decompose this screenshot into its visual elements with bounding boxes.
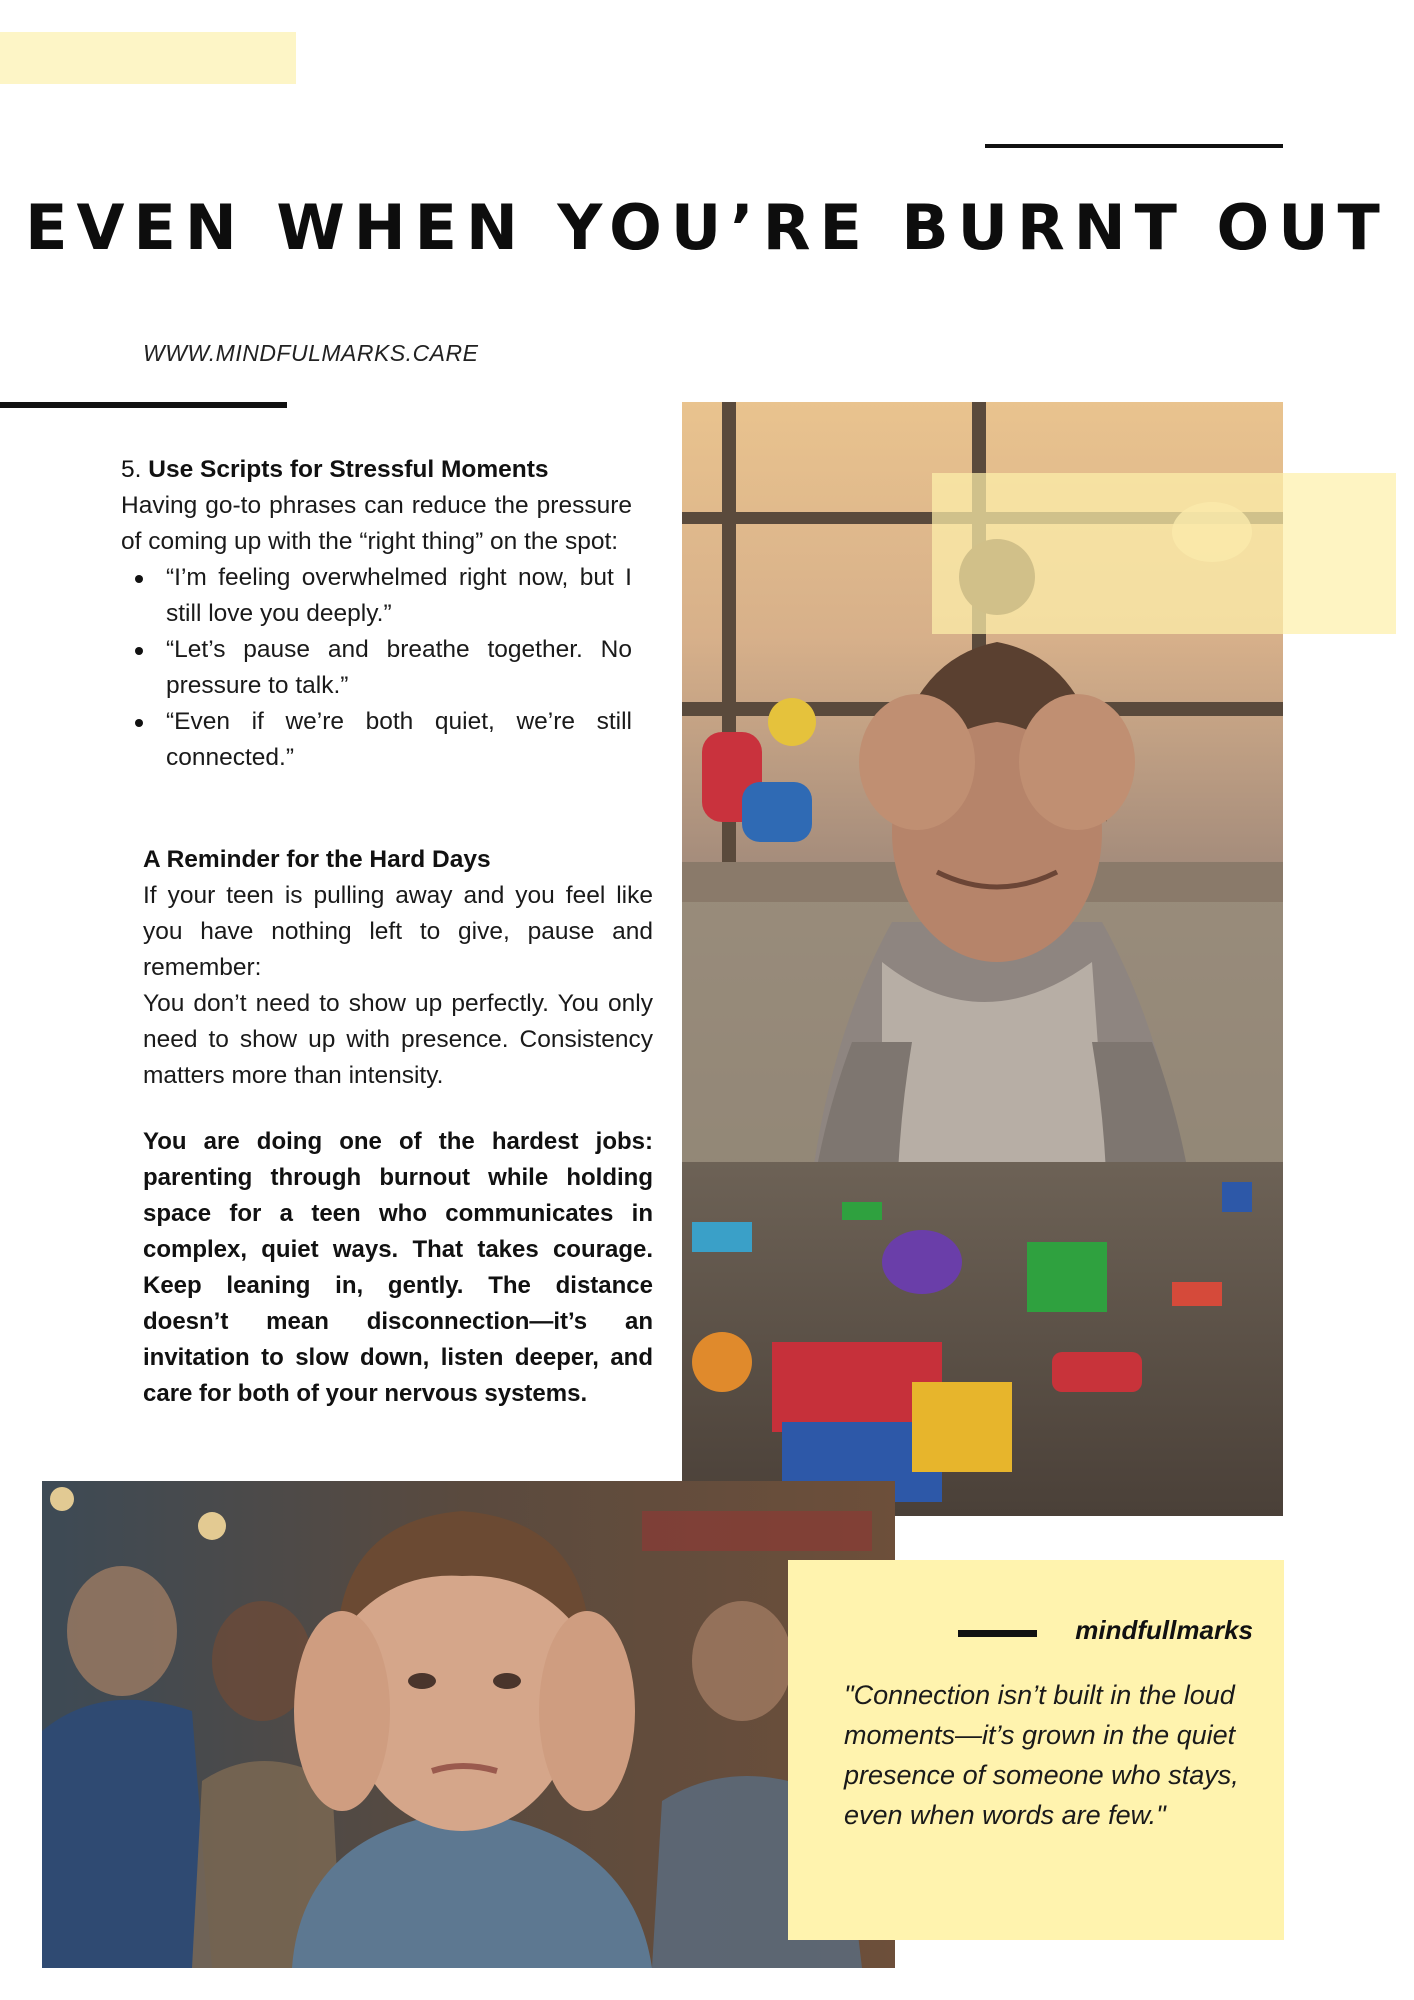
tip-title: Use Scripts for Stressful Moments [148,456,549,483]
tip-section [121,452,632,776]
website-url: WWW.MINDFULMARKS.CARE [143,340,479,366]
page-title: EVEN WHEN YOU’RE BURNT OUT [25,191,1389,264]
title-divider-rule [985,144,1283,148]
encouragement-paragraph: You are doing one of the hardest jobs: parenting through burnout while holding space for a teen who communicates in complex, quiet ways. That takes courage. Keep leaning in, gently. The distance doesn’t mean disconnection—it’s an invitation to slow down, listen deeper, and care for both of your nervous systems. [143,1128,653,1407]
tip-intro: Having go-to phrases can reduce the pressure of coming up with the “right thing” on the spot: [121,492,632,555]
overwhelmed-teen-photo [42,1481,895,1968]
quote-attribution-rule [958,1630,1037,1637]
tip-number: 5. [121,456,142,483]
bullet-icon [135,575,143,583]
tip-heading [121,452,632,488]
reminder-heading: A Reminder for the Hard Days [143,846,491,873]
teen-photo-illustration [42,1481,895,1968]
reminder-paragraph-1: If your teen is pulling away and you feel like you have nothing left to give, pause and remember: [143,882,653,981]
photo-yellow-overlay [932,473,1396,634]
section-divider-rule [0,402,287,408]
scripts-list [121,560,632,776]
script-item [166,560,632,632]
reminder-paragraph-2: You don’t need to show up perfectly. You only need to show up with presence. Consistency matters more than intensity. [143,990,653,1089]
reminder-section [143,842,653,1094]
bullet-icon [135,647,143,655]
script-text: “Even if we’re both quiet, we’re still connected.” [166,708,632,771]
quote-attribution: mindfullmarks [1075,1615,1253,1645]
top-yellow-accent-bar [0,32,296,84]
script-item [166,704,632,776]
script-text: “I’m feeling overwhelmed right now, but I still love you deeply.” [166,564,632,627]
quote-card [788,1560,1284,1940]
script-item [166,632,632,704]
bullet-icon [135,719,143,727]
script-text: “Let’s pause and breathe together. No pressure to talk.” [166,636,632,699]
quote-text: "Connection isn’t built in the loud moments—it’s grown in the quiet presence of someone who stays, even when words are few." [844,1680,1239,1830]
